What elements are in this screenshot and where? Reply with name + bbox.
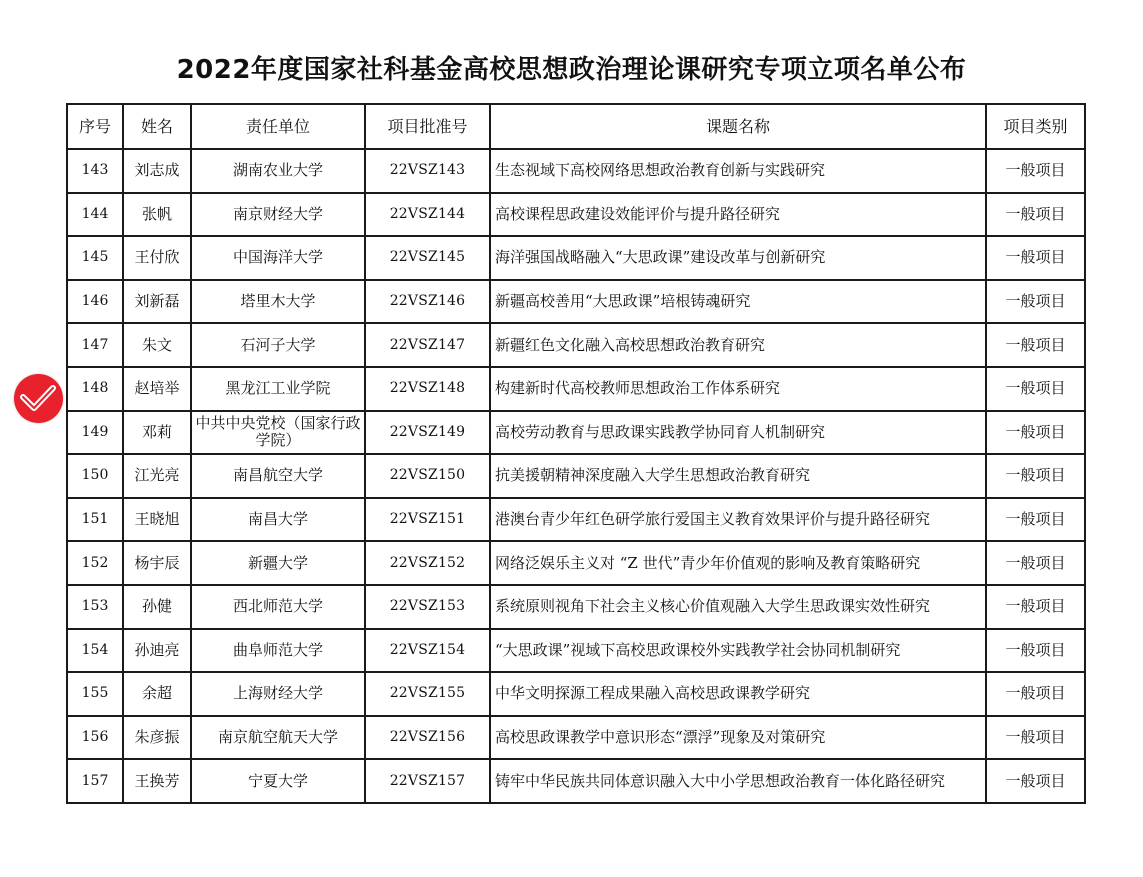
cell-approval-number: 22VSZ147	[365, 323, 490, 367]
cell-approval-number: 22VSZ153	[365, 585, 490, 629]
cell-topic-title: 网络泛娱乐主义对 “Z 世代”青少年价值观的影响及教育策略研究	[490, 541, 986, 585]
table-row	[67, 323, 1085, 367]
header-name: 姓名	[123, 104, 191, 149]
cell-name: 朱彦振	[123, 716, 191, 760]
cell-responsible-unit: 南京航空航天大学	[191, 716, 365, 760]
cell-topic-title: 中华文明探源工程成果融入高校思政课教学研究	[490, 672, 986, 716]
cell-responsible-unit: 曲阜师范大学	[191, 629, 365, 673]
cell-responsible-unit: 新疆大学	[191, 541, 365, 585]
cell-name: 刘新磊	[123, 280, 191, 324]
cell-project-category: 一般项目	[986, 672, 1085, 716]
table-row	[67, 236, 1085, 280]
cell-name: 张帆	[123, 193, 191, 237]
cell-topic-title: 生态视域下高校网络思想政治教育创新与实践研究	[490, 149, 986, 193]
cell-project-category: 一般项目	[986, 629, 1085, 673]
cell-project-category: 一般项目	[986, 236, 1085, 280]
cell-name: 朱文	[123, 323, 191, 367]
cell-responsible-unit: 南昌大学	[191, 498, 365, 542]
table-row	[67, 672, 1085, 716]
cell-responsible-unit: 湖南农业大学	[191, 149, 365, 193]
header-project-category: 项目类别	[986, 104, 1085, 149]
cell-topic-title: 构建新时代高校教师思想政治工作体系研究	[490, 367, 986, 411]
cell-serial-number: 147	[67, 323, 123, 367]
cell-project-category: 一般项目	[986, 367, 1085, 411]
cell-responsible-unit: 石河子大学	[191, 323, 365, 367]
table-row	[67, 629, 1085, 673]
cell-project-category: 一般项目	[986, 149, 1085, 193]
cell-serial-number: 149	[67, 411, 123, 455]
table-row	[67, 454, 1085, 498]
table-header-row	[67, 104, 1085, 149]
cell-topic-title: 铸牢中华民族共同体意识融入大中小学思想政治教育一体化路径研究	[490, 759, 986, 803]
cell-serial-number: 153	[67, 585, 123, 629]
cell-topic-title: 抗美援朝精神深度融入大学生思想政治教育研究	[490, 454, 986, 498]
cell-project-category: 一般项目	[986, 454, 1085, 498]
header-serial-number: 序号	[67, 104, 123, 149]
cell-approval-number: 22VSZ148	[365, 367, 490, 411]
cell-approval-number: 22VSZ157	[365, 759, 490, 803]
cell-serial-number: 152	[67, 541, 123, 585]
cell-serial-number: 145	[67, 236, 123, 280]
cell-name: 江光亮	[123, 454, 191, 498]
cell-serial-number: 143	[67, 149, 123, 193]
cell-responsible-unit: 上海财经大学	[191, 672, 365, 716]
cell-approval-number: 22VSZ144	[365, 193, 490, 237]
cell-topic-title: “大思政课”视域下高校思政课校外实践教学社会协同机制研究	[490, 629, 986, 673]
cell-topic-title: 高校思政课教学中意识形态“漂浮”现象及对策研究	[490, 716, 986, 760]
cell-name: 王晓旭	[123, 498, 191, 542]
cell-topic-title: 系统原则视角下社会主义核心价值观融入大学生思政课实效性研究	[490, 585, 986, 629]
cell-responsible-unit: 中国海洋大学	[191, 236, 365, 280]
checkmark-icon	[14, 374, 63, 423]
cell-project-category: 一般项目	[986, 193, 1085, 237]
cell-approval-number: 22VSZ151	[365, 498, 490, 542]
cell-serial-number: 146	[67, 280, 123, 324]
cell-project-category: 一般项目	[986, 498, 1085, 542]
cell-approval-number: 22VSZ154	[365, 629, 490, 673]
header-topic-title: 课题名称	[490, 104, 986, 149]
cell-project-category: 一般项目	[986, 411, 1085, 455]
cell-approval-number: 22VSZ149	[365, 411, 490, 455]
cell-approval-number: 22VSZ150	[365, 454, 490, 498]
cell-approval-number: 22VSZ152	[365, 541, 490, 585]
cell-name: 刘志成	[123, 149, 191, 193]
page-title: 2022年度国家社科基金高校思想政治理论课研究专项立项名单公布	[176, 55, 967, 85]
cell-topic-title: 新疆红色文化融入高校思想政治教育研究	[490, 323, 986, 367]
cell-responsible-unit: 南昌航空大学	[191, 454, 365, 498]
table-row	[67, 149, 1085, 193]
cell-approval-number: 22VSZ146	[365, 280, 490, 324]
cell-serial-number: 151	[67, 498, 123, 542]
header-responsible-unit: 责任单位	[191, 104, 365, 149]
table-row	[67, 585, 1085, 629]
table-row	[67, 541, 1085, 585]
cell-name: 邓莉	[123, 411, 191, 455]
cell-serial-number: 154	[67, 629, 123, 673]
cell-approval-number: 22VSZ143	[365, 149, 490, 193]
cell-project-category: 一般项目	[986, 541, 1085, 585]
cell-project-category: 一般项目	[986, 323, 1085, 367]
table-row	[67, 193, 1085, 237]
cell-serial-number: 144	[67, 193, 123, 237]
table-row	[67, 498, 1085, 542]
cell-topic-title: 新疆高校善用“大思政课”培根铸魂研究	[490, 280, 986, 324]
cell-name: 赵培举	[123, 367, 191, 411]
cell-serial-number: 156	[67, 716, 123, 760]
cell-name: 孙健	[123, 585, 191, 629]
cell-project-category: 一般项目	[986, 716, 1085, 760]
cell-name: 王付欣	[123, 236, 191, 280]
cell-approval-number: 22VSZ145	[365, 236, 490, 280]
cell-topic-title: 海洋强国战略融入“大思政课”建设改革与创新研究	[490, 236, 986, 280]
cell-project-category: 一般项目	[986, 759, 1085, 803]
cell-approval-number: 22VSZ156	[365, 716, 490, 760]
checkmark-badge[interactable]	[14, 374, 63, 423]
cell-serial-number: 150	[67, 454, 123, 498]
cell-responsible-unit: 中共中央党校（国家行政学院）	[191, 411, 365, 455]
table-row	[67, 367, 1085, 411]
cell-responsible-unit: 黑龙江工业学院	[191, 367, 365, 411]
cell-project-category: 一般项目	[986, 280, 1085, 324]
table-row	[67, 716, 1085, 760]
cell-name: 杨宇辰	[123, 541, 191, 585]
cell-responsible-unit: 塔里木大学	[191, 280, 365, 324]
table-row	[67, 411, 1085, 455]
table-row	[67, 759, 1085, 803]
cell-serial-number: 155	[67, 672, 123, 716]
cell-name: 孙迪亮	[123, 629, 191, 673]
cell-name: 王换芳	[123, 759, 191, 803]
cell-responsible-unit: 宁夏大学	[191, 759, 365, 803]
table-row	[67, 280, 1085, 324]
header-approval-number: 项目批准号	[365, 104, 490, 149]
project-list-table	[66, 103, 1086, 804]
cell-serial-number: 157	[67, 759, 123, 803]
cell-project-category: 一般项目	[986, 585, 1085, 629]
cell-serial-number: 148	[67, 367, 123, 411]
cell-name: 余超	[123, 672, 191, 716]
cell-responsible-unit: 西北师范大学	[191, 585, 365, 629]
cell-responsible-unit: 南京财经大学	[191, 193, 365, 237]
cell-approval-number: 22VSZ155	[365, 672, 490, 716]
cell-topic-title: 港澳台青少年红色研学旅行爱国主义教育效果评价与提升路径研究	[490, 498, 986, 542]
cell-topic-title: 高校课程思政建设效能评价与提升路径研究	[490, 193, 986, 237]
cell-topic-title: 高校劳动教育与思政课实践教学协同育人机制研究	[490, 411, 986, 455]
